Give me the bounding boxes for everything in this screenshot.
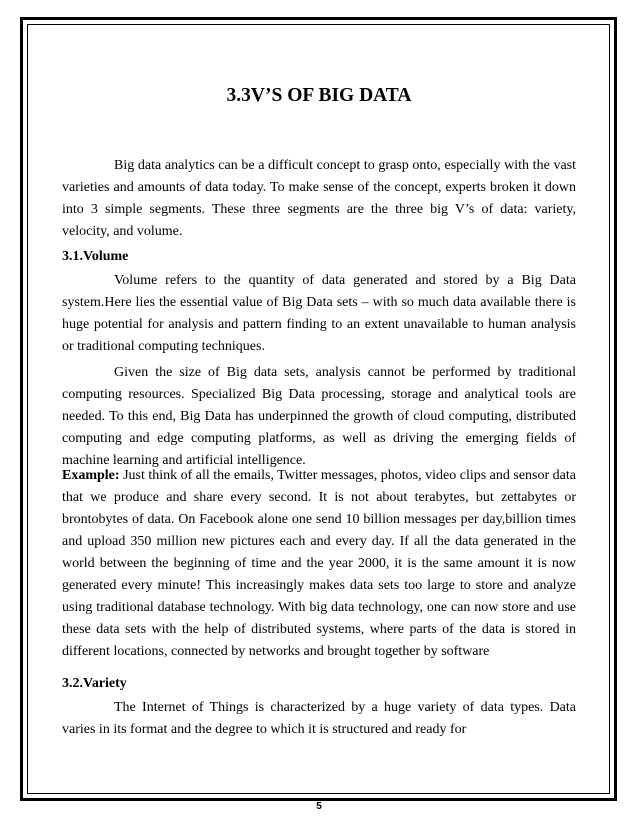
section-heading-volume: 3.1.Volume: [62, 249, 129, 264]
example-label: Example:: [62, 468, 120, 483]
section-heading-variety: 3.2.Variety: [62, 676, 127, 691]
example-paragraph: [62, 465, 576, 663]
volume-paragraph-1: Volume refers to the quantity of data generated and stored by a Big Data system.Here lies the essential value of Big Data sets – with so much data available there is huge potential for analysis and pattern finding to an extent unavailable to human analysis or traditional computing techniques.: [62, 273, 576, 354]
intro-paragraph: Big data analytics can be a difficult concept to grasp onto, especially with the vast varieties and amounts of data today. To make sense of the concept, experts broken it down into 3 simple segments. These three segments are the three big V’s of data: variety, velocity, and volume.: [62, 158, 576, 239]
page-number: 5: [316, 801, 322, 812]
variety-paragraph-1: The Internet of Things is characterized by a huge variety of data types. Data varies in its format and the degree to which it is structured and ready for: [62, 700, 576, 737]
page-title: 3.3V’S OF BIG DATA: [226, 85, 412, 106]
example-text: Just think of all the emails, Twitter messages, photos, video clips and sensor data that we produce and share every second. It is not about terabytes, but zettabytes or brontobytes of data. On Facebook alone one send 10 billion messages per day,billion times and upload 350 million new pictures each and every day. If all the data generated in the world between the beginning of time and the year 2000, it is the same amount it is now generated every minute! This increasingly makes data sets too large to store and analyze using traditional database technology. With big data technology, one can now store and use these data sets with the help of distributed systems, where parts of the data is stored in different locations, connected by networks and brought together by software: [62, 468, 576, 659]
volume-paragraph-2: Given the size of Big data sets, analysis cannot be performed by traditional computing resources. Specialized Big Data processing, storage and analytical tools are needed. To this end, Big Data has underpinned the growth of cloud computing, distributed computing and edge computing platforms, as well as driving the emerging fields of machine learning and artificial intelligence.: [62, 365, 576, 468]
